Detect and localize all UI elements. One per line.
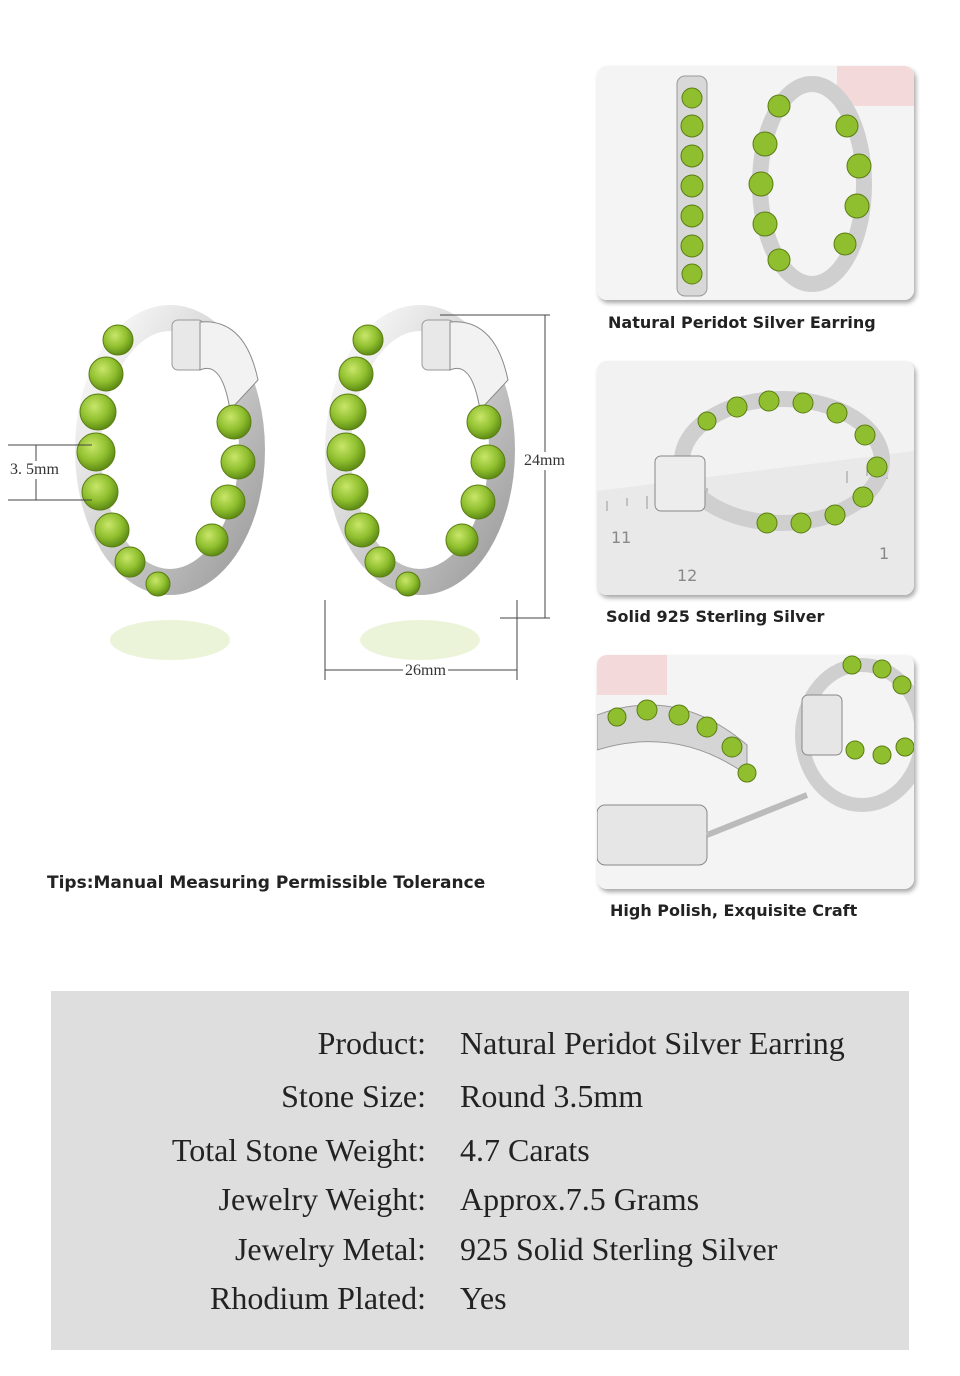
spec-label: Stone Size: xyxy=(281,1078,426,1114)
left-earring xyxy=(77,318,258,660)
spec-label: Jewelry Weight: xyxy=(218,1181,426,1217)
ruler-label-12: 12 xyxy=(677,566,698,585)
gallery-photo-side-view xyxy=(597,66,914,300)
hoop-closeup-photo xyxy=(597,655,914,889)
spec-row-jewelry-metal xyxy=(51,1231,909,1271)
right-earring xyxy=(327,318,508,660)
tolerance-tip: Tips:Manual Measuring Permissible Tolerance xyxy=(47,873,486,893)
gallery-caption-3: High Polish, Exquisite Craft xyxy=(610,901,858,920)
spec-value: Approx.7.5 Grams xyxy=(460,1181,700,1217)
spec-row-jewelry-weight xyxy=(51,1181,909,1221)
width-dimension: 26mm xyxy=(405,662,446,679)
earring-pair-illustration xyxy=(0,300,580,700)
spec-value: 925 Solid Sterling Silver xyxy=(460,1231,778,1267)
spec-value: 4.7 Carats xyxy=(460,1132,590,1168)
gallery-photo-closeup xyxy=(597,655,914,889)
spec-row-product xyxy=(51,1025,909,1065)
spec-row-total-stone-weight xyxy=(51,1132,909,1172)
spec-value: Round 3.5mm xyxy=(460,1078,644,1114)
specifications-panel xyxy=(51,991,909,1350)
ruler-label-1: 1 xyxy=(879,544,890,563)
gallery-photo-ruler xyxy=(597,361,914,595)
hoop-side-view-photo xyxy=(597,66,914,300)
spec-row-rhodium-plated xyxy=(51,1280,909,1320)
spec-label: Rhodium Plated: xyxy=(210,1280,426,1316)
spec-label: Product: xyxy=(317,1025,426,1061)
gallery-caption-2: Solid 925 Sterling Silver xyxy=(606,607,825,626)
spec-value: Natural Peridot Silver Earring xyxy=(460,1025,845,1061)
ruler-label-11: 11 xyxy=(611,528,632,547)
spec-value: Yes xyxy=(460,1280,507,1316)
hoop-on-ruler-photo xyxy=(597,361,914,595)
spec-label: Jewelry Metal: xyxy=(234,1231,426,1267)
gallery-caption-1: Natural Peridot Silver Earring xyxy=(608,313,876,332)
height-dimension: 24mm xyxy=(524,452,565,469)
spec-row-stone-size xyxy=(51,1078,909,1118)
spec-label: Total Stone Weight: xyxy=(171,1132,426,1168)
stone-size-dimension: 3. 5mm xyxy=(10,461,59,478)
